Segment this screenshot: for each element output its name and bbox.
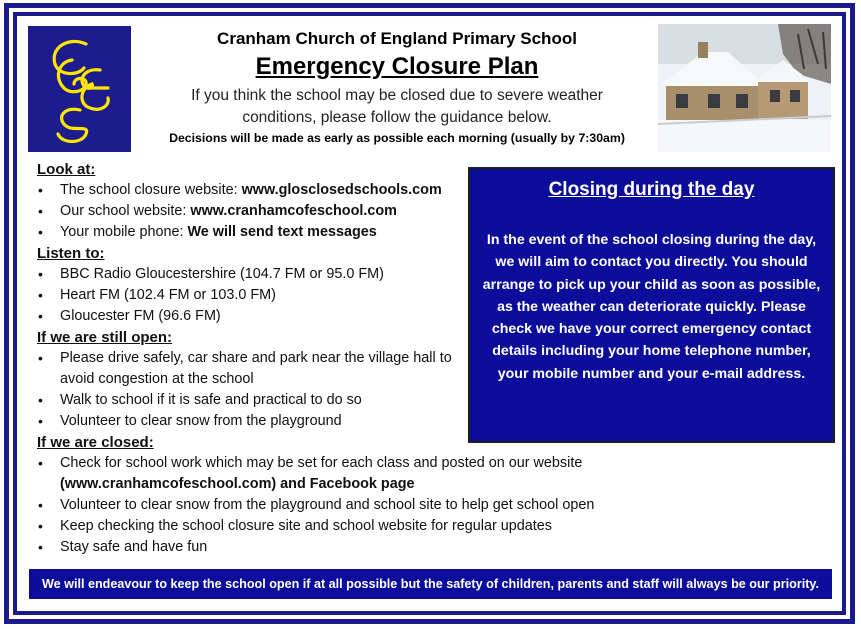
item-text: Your mobile phone:: [60, 224, 188, 240]
list-item: [37, 180, 477, 201]
list-item: [37, 222, 477, 243]
listen-to-list: [37, 264, 477, 327]
decision-note: Decisions will be made as early as possible each morning (usually by 7:30am): [169, 131, 625, 145]
poster: [17, 16, 842, 611]
priority-footer: We will endeavour to keep the school open if at all possible but the safety of children, parents and staff will always be our priority.: [29, 569, 832, 599]
closure-website-link[interactable]: www.glosclosedschools.com: [241, 182, 442, 198]
list-item: • Volunteer to clear snow from the playground and school site to help get school open: [37, 495, 657, 516]
closing-box-title: Closing during the day: [548, 179, 755, 200]
list-item: • Stay safe and have fun: [37, 537, 657, 558]
list-item: • Walk to school if it is safe and practical to do so: [37, 390, 477, 411]
school-website-link[interactable]: www.cranhamcofeschool.com: [190, 203, 397, 219]
school-name: Cranham Church of England Primary School: [217, 29, 577, 48]
text-message-note: We will send text messages: [187, 224, 377, 240]
list-item: • BBC Radio Gloucestershire (104.7 FM or 95.0 FM): [37, 264, 477, 285]
intro-line-2: conditions, please follow the guidance below.: [242, 109, 552, 126]
list-item: • Gloucester FM (96.6 FM): [37, 306, 477, 327]
school-logo: [28, 26, 131, 152]
intro-line-1: If you think the school may be closed due to severe weather: [191, 87, 603, 104]
still-open-list: [37, 348, 477, 432]
closed-heading: If we are closed:: [37, 434, 154, 451]
closing-during-day-box: [468, 167, 835, 443]
closing-box-body: In the event of the school closing during the day, we will aim to contact you directly. You should arrange to pick up your child as soon as possible, as the weather can deteriorate quickly. Please check we have your correct emergency contact details including your home telephone number, your mobile number and your e-mail address.: [482, 232, 821, 382]
look-at-heading: Look at:: [37, 161, 96, 178]
list-item: • Keep checking the school closure site and school website for regular updates: [37, 516, 657, 537]
item-text: Our school website:: [60, 203, 191, 219]
look-at-list: [37, 180, 477, 243]
list-item: • Please drive safely, car share and park near the village hall to avoid congestion at the school: [37, 348, 477, 390]
snowy-school-photo: [658, 24, 831, 152]
item-text: The school closure website:: [60, 182, 242, 198]
header: [147, 28, 647, 145]
still-open-heading: If we are still open:: [37, 329, 173, 346]
website-facebook-link[interactable]: (www.cranhamcofeschool.com) and Facebook page: [60, 476, 415, 492]
listen-to-heading: Listen to:: [37, 245, 105, 262]
list-item: • Volunteer to clear snow from the playground: [37, 411, 477, 432]
guidance-list: [37, 159, 595, 558]
closed-list: [37, 453, 657, 558]
list-item: [37, 453, 657, 495]
item-text: Check for school work which may be set for each class and posted on our website: [60, 455, 583, 471]
page-title: Emergency Closure Plan: [255, 53, 539, 80]
cofe-monogram-icon: [28, 26, 131, 152]
list-item: • Heart FM (102.4 FM or 103.0 FM): [37, 285, 477, 306]
list-item: [37, 201, 477, 222]
intro-text: [147, 85, 647, 129]
